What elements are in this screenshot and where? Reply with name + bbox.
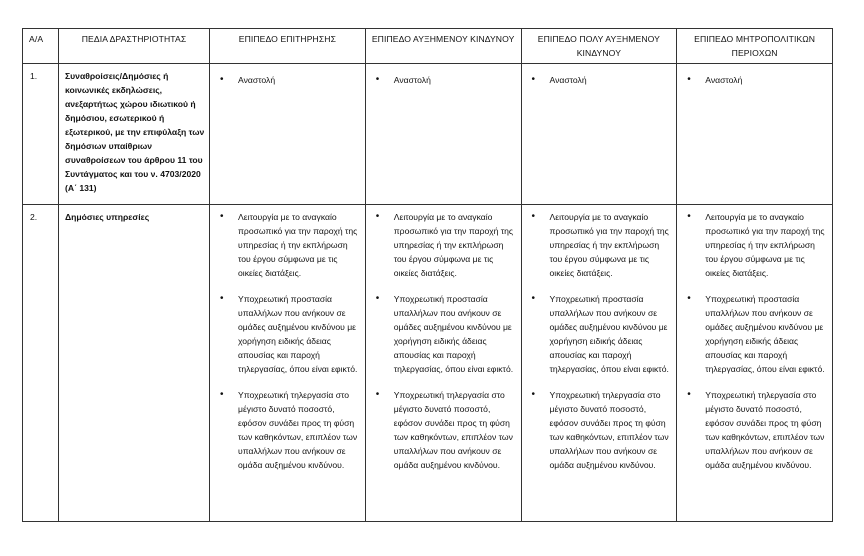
- header-field: ΠΕΔΙΑ ΔΡΑΣΤΗΡΙΟΤΗΤΑΣ: [59, 29, 210, 64]
- bullet-item: • Αναστολή: [372, 73, 515, 87]
- measures-table: [22, 28, 833, 522]
- table-row: [23, 205, 833, 522]
- measure-cell: [210, 205, 366, 522]
- bullet-item: • Υποχρεωτική τηλεργασία στο μέγιστο δυνατό ποσοστό, εφόσον συνάδει προς τη φύση των καθηκόντων, επιπλέον των υπαλλήλων που ανήκουν σε ομάδα αυξημένου κινδύνου.: [528, 388, 671, 472]
- measure-cell: [521, 64, 677, 205]
- bullet-item: • Υποχρεωτική προστασία υπαλλήλων που ανήκουν σε ομάδες αυξημένου κινδύνου με χορήγηση ειδικής άδειας απουσίας και παροχή τηλεργασίας, όπου είναι εφικτό.: [372, 292, 515, 376]
- bullet-item: • Υποχρεωτική προστασία υπαλλήλων που ανήκουν σε ομάδες αυξημένου κινδύνου με χορήγηση ειδικής άδειας απουσίας και παροχή τηλεργασίας, όπου είναι εφικτό.: [216, 292, 359, 376]
- header-num: Α/Α: [23, 29, 59, 64]
- bullet-item: • Υποχρεωτική προστασία υπαλλήλων που ανήκουν σε ομάδες αυξημένου κινδύνου με χορήγηση ειδικής άδειας απουσίας και παροχή τηλεργασίας, όπου είναι εφικτό.: [683, 292, 826, 376]
- header-level-increased-risk: ΕΠΙΠΕΔΟ ΑΥΞΗΜΕΝΟΥ ΚΙΝΔΥΝΟΥ: [365, 29, 521, 64]
- bullet-item: • Λειτουργία με το αναγκαίο προσωπικό για την παροχή της υπηρεσίας ή την εκπλήρωση του έργου σύμφωνα με τις οικείες διατάξεις.: [216, 210, 359, 280]
- header-level-very-increased-risk: ΕΠΙΠΕΔΟ ΠΟΛΥ ΑΥΞΗΜΕΝΟΥ ΚΙΝΔΥΝΟΥ: [521, 29, 677, 64]
- header-level-metropolitan: ΕΠΙΠΕΔΟ ΜΗΤΡΟΠΟΛΙΤΙΚΩΝ ΠΕΡΙΟΧΩΝ: [677, 29, 833, 64]
- bullet-item: • Αναστολή: [683, 73, 826, 87]
- header-row: [23, 29, 833, 64]
- measure-cell: [365, 205, 521, 522]
- row-number: 1.: [23, 64, 59, 205]
- bullet-item: • Λειτουργία με το αναγκαίο προσωπικό για την παροχή της υπηρεσίας ή την εκπλήρωση του έργου σύμφωνα με τις οικείες διατάξεις.: [528, 210, 671, 280]
- bullet-item: • Αναστολή: [216, 73, 359, 87]
- measure-cell: [677, 64, 833, 205]
- bullet-item: • Αναστολή: [528, 73, 671, 87]
- table-row: [23, 64, 833, 205]
- measure-cell: [677, 205, 833, 522]
- activity-field: Συναθροίσεις/Δημόσιες ή κοινωνικές εκδηλώσεις, ανεξαρτήτως χώρου ιδιωτικού ή δημόσιου, εσωτερικού ή εξωτερικού, με την επιφύλαξη των δημόσιων υπαίθριων συναθροίσεων του άρθρου 11 του Συντάγματος και του ν. 4703/2020 (Α΄ 131): [59, 64, 210, 205]
- bullet-item: • Λειτουργία με το αναγκαίο προσωπικό για την παροχή της υπηρεσίας ή την εκπλήρωση του έργου σύμφωνα με τις οικείες διατάξεις.: [372, 210, 515, 280]
- bullet-item: • Υποχρεωτική τηλεργασία στο μέγιστο δυνατό ποσοστό, εφόσον συνάδει προς τη φύση των καθηκόντων, επιπλέον των υπαλλήλων που ανήκουν σε ομάδα αυξημένου κινδύνου.: [683, 388, 826, 472]
- measure-cell: [210, 64, 366, 205]
- measure-cell: [521, 205, 677, 522]
- header-level-surveillance: ΕΠΙΠΕΔΟ ΕΠΙΤΗΡΗΣΗΣ: [210, 29, 366, 64]
- bullet-item: • Υποχρεωτική προστασία υπαλλήλων που ανήκουν σε ομάδες αυξημένου κινδύνου με χορήγηση ειδικής άδειας απουσίας και παροχή τηλεργασίας, όπου είναι εφικτό.: [528, 292, 671, 376]
- bullet-item: • Λειτουργία με το αναγκαίο προσωπικό για την παροχή της υπηρεσίας ή την εκπλήρωση του έργου σύμφωνα με τις οικείες διατάξεις.: [683, 210, 826, 280]
- measure-cell: [365, 64, 521, 205]
- bullet-item: • Υποχρεωτική τηλεργασία στο μέγιστο δυνατό ποσοστό, εφόσον συνάδει προς τη φύση των καθηκόντων, επιπλέον των υπαλλήλων που ανήκουν σε ομάδα αυξημένου κινδύνου.: [216, 388, 359, 472]
- row-number: 2.: [23, 205, 59, 522]
- bullet-item: • Υποχρεωτική τηλεργασία στο μέγιστο δυνατό ποσοστό, εφόσον συνάδει προς τη φύση των καθηκόντων, επιπλέον των υπαλλήλων που ανήκουν σε ομάδα αυξημένου κινδύνου.: [372, 388, 515, 472]
- activity-field: Δημόσιες υπηρεσίες: [59, 205, 210, 522]
